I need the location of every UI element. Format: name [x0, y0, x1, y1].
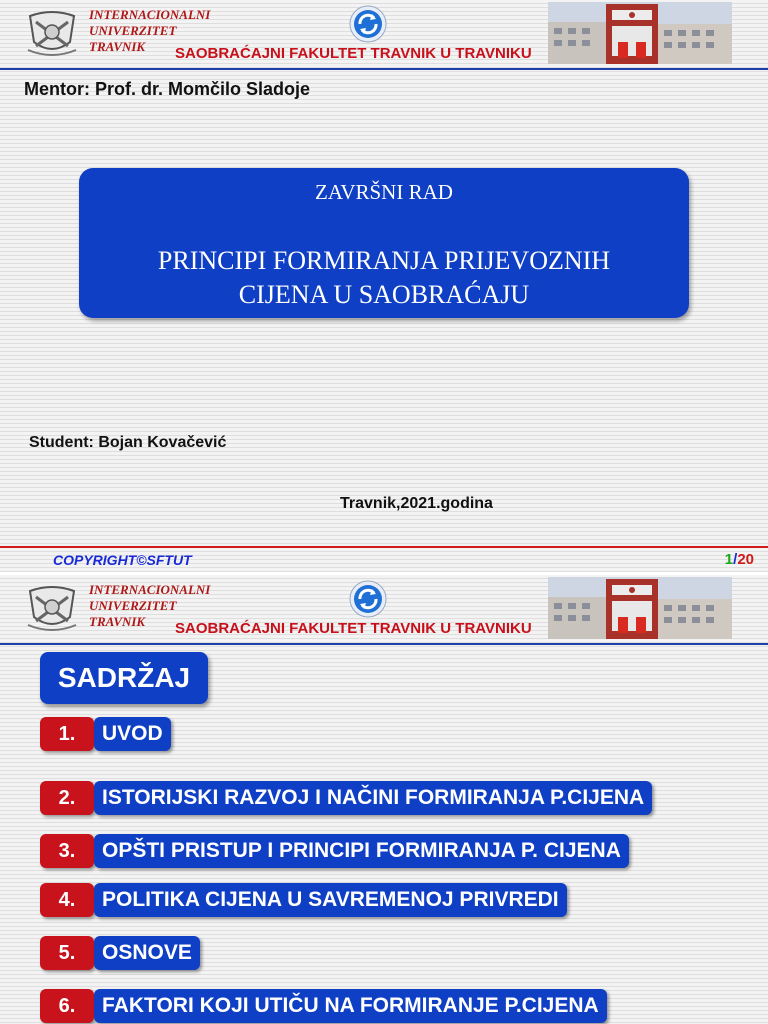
faculty-name: SAOBRAĆAJNI FAKULTET TRAVNIK U TRAVNIKU — [175, 45, 532, 62]
thesis-title-line: CIJENA U SAOBRAĆAJU — [238, 280, 530, 309]
toc-item-label: UVOD — [94, 717, 171, 751]
contents-heading: SADRŽAJ — [40, 652, 208, 704]
student-text: Student: Bojan Kovačević — [29, 434, 227, 451]
faculty-logo-icon — [348, 4, 388, 44]
footer-divider — [0, 546, 768, 548]
faculty-building-image — [548, 577, 732, 639]
thesis-title-line: PRINCIPI FORMIRANJA PRIJEVOZNIH — [157, 246, 611, 275]
toc-item-label: POLITIKA CIJENA U SAVREMENOJ PRIVREDI — [94, 883, 567, 917]
page-current: 1 — [724, 551, 734, 568]
mentor-text: Mentor: Prof. dr. Momčilo Sladoje — [24, 79, 311, 99]
place-year-text: Travnik,2021.godina — [340, 495, 493, 512]
page-separator: / — [733, 551, 738, 568]
university-name-line: INTERNACIONALNI — [89, 7, 211, 22]
faculty-logo-icon — [348, 579, 388, 619]
toc-item-label: OSNOVE — [94, 936, 200, 970]
header-divider — [0, 68, 768, 70]
university-name-line: TRAVNIK — [89, 614, 146, 629]
university-name-line: UNIVERZITET — [89, 598, 177, 613]
toc-item-label: FAKTORI KOJI UTIČU NA FORMIRANJE P.CIJENA — [94, 989, 607, 1023]
toc-item-number: 2. — [40, 781, 94, 815]
thesis-title-box — [79, 168, 689, 318]
toc-item-number: 3. — [40, 834, 94, 868]
university-crest-icon — [26, 10, 78, 58]
toc-item-number: 4. — [40, 883, 94, 917]
page-counter — [725, 551, 754, 568]
university-name-line: TRAVNIK — [89, 39, 146, 54]
toc-item-label: ISTORIJSKI RAZVOJ I NAČINI FORMIRANJA P.CIJENA — [94, 781, 652, 815]
university-crest-icon — [26, 585, 78, 633]
slide-header — [0, 0, 768, 70]
faculty-building-image — [548, 2, 732, 64]
thesis-kicker: ZAVRŠNI RAD — [315, 180, 453, 204]
page-total: 20 — [737, 551, 754, 568]
toc-item-number: 5. — [40, 936, 94, 970]
header-divider — [0, 643, 768, 645]
toc-item-label: OPŠTI PRISTUP I PRINCIPI FORMIRANJA P. CIJENA — [94, 834, 629, 868]
slide-header — [0, 575, 768, 645]
faculty-name: SAOBRAĆAJNI FAKULTET TRAVNIK U TRAVNIKU — [175, 620, 532, 637]
contents-slide — [0, 575, 768, 1024]
toc-item-number: 1. — [40, 717, 94, 751]
thesis-title — [79, 244, 689, 312]
university-name-line: UNIVERZITET — [89, 23, 177, 38]
copyright-text: COPYRIGHT©SFTUT — [53, 552, 192, 568]
toc-item-number: 6. — [40, 989, 94, 1023]
university-name-line: INTERNACIONALNI — [89, 582, 211, 597]
